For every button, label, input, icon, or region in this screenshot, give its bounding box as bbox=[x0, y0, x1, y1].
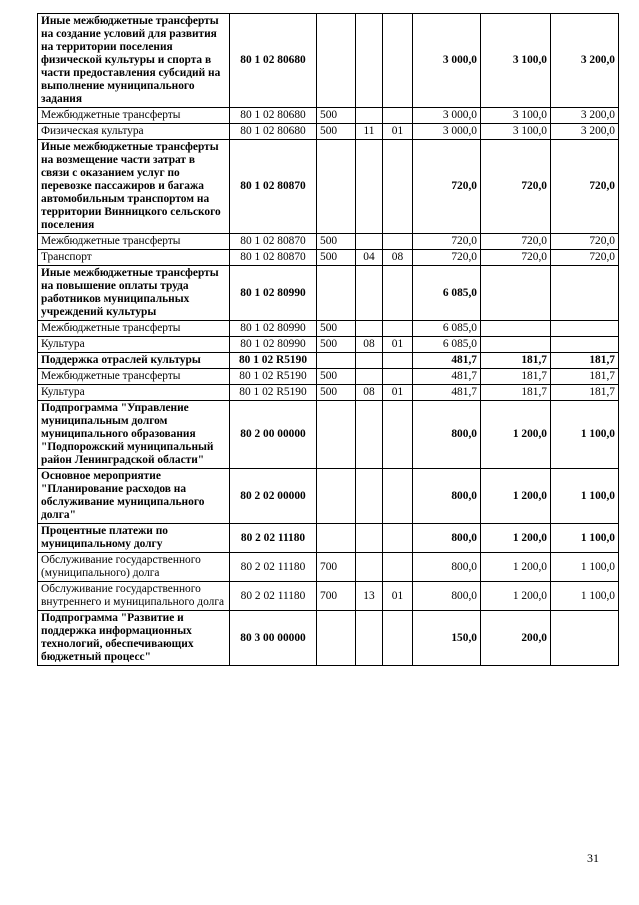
amount-year-3-cell: 1 100,0 bbox=[551, 524, 619, 553]
amount-year-3-cell: 3 200,0 bbox=[551, 108, 619, 124]
amount-year-3-cell: 1 100,0 bbox=[551, 469, 619, 524]
subsection-cell bbox=[383, 611, 413, 666]
amount-year-2-cell: 1 200,0 bbox=[481, 553, 551, 582]
subsection-cell bbox=[383, 234, 413, 250]
row-name-cell: Физическая культура bbox=[38, 124, 230, 140]
subsection-cell bbox=[383, 353, 413, 369]
expense-type-cell bbox=[317, 401, 356, 469]
amount-year-3-cell: 181,7 bbox=[551, 369, 619, 385]
target-article-code-cell: 80 1 02 80990 bbox=[230, 337, 317, 353]
amount-year-1-cell: 6 085,0 bbox=[413, 321, 481, 337]
expense-type-cell: 700 bbox=[317, 553, 356, 582]
amount-year-1-cell: 6 085,0 bbox=[413, 266, 481, 321]
target-article-code-cell: 80 1 02 R5190 bbox=[230, 385, 317, 401]
amount-year-3-cell bbox=[551, 611, 619, 666]
section-cell bbox=[356, 14, 383, 108]
row-name-cell: Иные межбюджетные трансферты на создание условий для развития на территории поселения физической культуры и спорта в части предоставления субсидий на выполнение муниципального задания bbox=[38, 14, 230, 108]
target-article-code-cell: 80 2 02 11180 bbox=[230, 553, 317, 582]
amount-year-1-cell: 481,7 bbox=[413, 353, 481, 369]
target-article-code-cell: 80 1 02 80870 bbox=[230, 250, 317, 266]
section-cell bbox=[356, 553, 383, 582]
target-article-code-cell: 80 1 02 R5190 bbox=[230, 353, 317, 369]
target-article-code-cell: 80 3 00 00000 bbox=[230, 611, 317, 666]
amount-year-3-cell: 720,0 bbox=[551, 140, 619, 234]
table-row bbox=[38, 524, 619, 553]
amount-year-2-cell: 1 200,0 bbox=[481, 582, 551, 611]
subsection-cell bbox=[383, 369, 413, 385]
subsection-cell: 08 bbox=[383, 250, 413, 266]
section-cell: 08 bbox=[356, 337, 383, 353]
amount-year-2-cell: 720,0 bbox=[481, 250, 551, 266]
amount-year-3-cell bbox=[551, 337, 619, 353]
table-row bbox=[38, 266, 619, 321]
amount-year-3-cell: 181,7 bbox=[551, 353, 619, 369]
table-row bbox=[38, 385, 619, 401]
amount-year-1-cell: 800,0 bbox=[413, 582, 481, 611]
subsection-cell bbox=[383, 553, 413, 582]
amount-year-2-cell: 3 100,0 bbox=[481, 124, 551, 140]
section-cell bbox=[356, 401, 383, 469]
target-article-code-cell: 80 1 02 80680 bbox=[230, 108, 317, 124]
amount-year-1-cell: 481,7 bbox=[413, 369, 481, 385]
section-cell: 08 bbox=[356, 385, 383, 401]
expense-type-cell bbox=[317, 266, 356, 321]
expense-type-cell: 500 bbox=[317, 385, 356, 401]
row-name-cell: Процентные платежи по муниципальному долгу bbox=[38, 524, 230, 553]
amount-year-1-cell: 6 085,0 bbox=[413, 337, 481, 353]
subsection-cell: 01 bbox=[383, 124, 413, 140]
subsection-cell bbox=[383, 401, 413, 469]
target-article-code-cell: 80 1 02 80680 bbox=[230, 124, 317, 140]
amount-year-2-cell: 720,0 bbox=[481, 234, 551, 250]
amount-year-3-cell: 720,0 bbox=[551, 234, 619, 250]
row-name-cell: Обслуживание государственного внутреннего и муниципального долга bbox=[38, 582, 230, 611]
section-cell bbox=[356, 469, 383, 524]
amount-year-1-cell: 3 000,0 bbox=[413, 14, 481, 108]
section-cell: 13 bbox=[356, 582, 383, 611]
table-row bbox=[38, 250, 619, 266]
amount-year-2-cell: 1 200,0 bbox=[481, 524, 551, 553]
target-article-code-cell: 80 2 02 00000 bbox=[230, 469, 317, 524]
target-article-code-cell: 80 2 02 11180 bbox=[230, 582, 317, 611]
table-row bbox=[38, 234, 619, 250]
subsection-cell bbox=[383, 108, 413, 124]
subsection-cell bbox=[383, 266, 413, 321]
table-row bbox=[38, 369, 619, 385]
amount-year-2-cell bbox=[481, 337, 551, 353]
amount-year-1-cell: 720,0 bbox=[413, 140, 481, 234]
row-name-cell: Транспорт bbox=[38, 250, 230, 266]
amount-year-2-cell bbox=[481, 321, 551, 337]
subsection-cell bbox=[383, 524, 413, 553]
row-name-cell: Культура bbox=[38, 385, 230, 401]
section-cell bbox=[356, 266, 383, 321]
table-row bbox=[38, 469, 619, 524]
expense-type-cell: 500 bbox=[317, 337, 356, 353]
row-name-cell: Обслуживание государственного (муниципального) долга bbox=[38, 553, 230, 582]
amount-year-1-cell: 720,0 bbox=[413, 234, 481, 250]
expense-type-cell bbox=[317, 140, 356, 234]
expense-type-cell: 500 bbox=[317, 234, 356, 250]
amount-year-1-cell: 720,0 bbox=[413, 250, 481, 266]
target-article-code-cell: 80 1 02 80870 bbox=[230, 234, 317, 250]
subsection-cell: 01 bbox=[383, 582, 413, 611]
section-cell bbox=[356, 108, 383, 124]
subsection-cell bbox=[383, 140, 413, 234]
target-article-code-cell: 80 1 02 80990 bbox=[230, 321, 317, 337]
target-article-code-cell: 80 1 02 80870 bbox=[230, 140, 317, 234]
row-name-cell: Межбюджетные трансферты bbox=[38, 369, 230, 385]
amount-year-2-cell: 181,7 bbox=[481, 353, 551, 369]
amount-year-3-cell: 181,7 bbox=[551, 385, 619, 401]
amount-year-2-cell: 3 100,0 bbox=[481, 14, 551, 108]
subsection-cell: 01 bbox=[383, 385, 413, 401]
page-number: 31 bbox=[587, 851, 599, 865]
table-row bbox=[38, 124, 619, 140]
row-name-cell: Межбюджетные трансферты bbox=[38, 108, 230, 124]
expense-type-cell: 700 bbox=[317, 582, 356, 611]
section-cell bbox=[356, 524, 383, 553]
target-article-code-cell: 80 1 02 R5190 bbox=[230, 369, 317, 385]
table-row bbox=[38, 553, 619, 582]
row-name-cell: Иные межбюджетные трансферты на возмещение части затрат в связи с оказанием услуг по перевозке пассажиров и багажа автомобильным транспортом на территории Винницкого сельского поселения bbox=[38, 140, 230, 234]
section-cell bbox=[356, 234, 383, 250]
row-name-cell: Подпрограмма "Развитие и поддержка информационных технологий, обеспечивающих бюджетный процесс" bbox=[38, 611, 230, 666]
table-row bbox=[38, 353, 619, 369]
amount-year-3-cell: 720,0 bbox=[551, 250, 619, 266]
subsection-cell bbox=[383, 469, 413, 524]
subsection-cell bbox=[383, 321, 413, 337]
row-name-cell: Подпрограмма "Управление муниципальным долгом муниципального образования "Подпорожский муниципальный район Ленинградской области" bbox=[38, 401, 230, 469]
section-cell bbox=[356, 353, 383, 369]
amount-year-3-cell: 1 100,0 bbox=[551, 582, 619, 611]
table-row bbox=[38, 611, 619, 666]
section-cell bbox=[356, 611, 383, 666]
table-row bbox=[38, 321, 619, 337]
amount-year-2-cell: 3 100,0 bbox=[481, 108, 551, 124]
amount-year-2-cell: 181,7 bbox=[481, 369, 551, 385]
expense-type-cell bbox=[317, 524, 356, 553]
target-article-code-cell: 80 1 02 80990 bbox=[230, 266, 317, 321]
row-name-cell: Культура bbox=[38, 337, 230, 353]
table-row bbox=[38, 108, 619, 124]
section-cell bbox=[356, 140, 383, 234]
amount-year-2-cell: 720,0 bbox=[481, 140, 551, 234]
expense-type-cell bbox=[317, 14, 356, 108]
section-cell bbox=[356, 321, 383, 337]
expense-type-cell: 500 bbox=[317, 108, 356, 124]
target-article-code-cell: 80 1 02 80680 bbox=[230, 14, 317, 108]
budget-table bbox=[37, 13, 619, 666]
row-name-cell: Иные межбюджетные трансферты на повышение оплаты труда работников муниципальных учреждений культуры bbox=[38, 266, 230, 321]
amount-year-2-cell: 1 200,0 bbox=[481, 401, 551, 469]
amount-year-2-cell bbox=[481, 266, 551, 321]
target-article-code-cell: 80 2 00 00000 bbox=[230, 401, 317, 469]
amount-year-3-cell: 3 200,0 bbox=[551, 124, 619, 140]
row-name-cell: Основное мероприятие "Планирование расходов на обслуживание муниципального долга" bbox=[38, 469, 230, 524]
amount-year-3-cell bbox=[551, 266, 619, 321]
table-body bbox=[38, 14, 619, 666]
amount-year-3-cell: 1 100,0 bbox=[551, 553, 619, 582]
amount-year-1-cell: 800,0 bbox=[413, 469, 481, 524]
section-cell: 11 bbox=[356, 124, 383, 140]
amount-year-3-cell bbox=[551, 321, 619, 337]
expense-type-cell bbox=[317, 353, 356, 369]
expense-type-cell: 500 bbox=[317, 321, 356, 337]
subsection-cell: 01 bbox=[383, 337, 413, 353]
subsection-cell bbox=[383, 14, 413, 108]
amount-year-1-cell: 800,0 bbox=[413, 553, 481, 582]
row-name-cell: Межбюджетные трансферты bbox=[38, 321, 230, 337]
section-cell: 04 bbox=[356, 250, 383, 266]
table-row bbox=[38, 582, 619, 611]
target-article-code-cell: 80 2 02 11180 bbox=[230, 524, 317, 553]
amount-year-1-cell: 800,0 bbox=[413, 401, 481, 469]
amount-year-1-cell: 3 000,0 bbox=[413, 124, 481, 140]
table-row bbox=[38, 140, 619, 234]
table-row bbox=[38, 337, 619, 353]
expense-type-cell: 500 bbox=[317, 250, 356, 266]
amount-year-1-cell: 481,7 bbox=[413, 385, 481, 401]
table-row bbox=[38, 401, 619, 469]
amount-year-3-cell: 1 100,0 bbox=[551, 401, 619, 469]
amount-year-2-cell: 181,7 bbox=[481, 385, 551, 401]
row-name-cell: Поддержка отраслей культуры bbox=[38, 353, 230, 369]
amount-year-2-cell: 200,0 bbox=[481, 611, 551, 666]
amount-year-2-cell: 1 200,0 bbox=[481, 469, 551, 524]
expense-type-cell: 500 bbox=[317, 124, 356, 140]
row-name-cell: Межбюджетные трансферты bbox=[38, 234, 230, 250]
table-row bbox=[38, 14, 619, 108]
amount-year-3-cell: 3 200,0 bbox=[551, 14, 619, 108]
expense-type-cell bbox=[317, 469, 356, 524]
amount-year-1-cell: 150,0 bbox=[413, 611, 481, 666]
expense-type-cell: 500 bbox=[317, 369, 356, 385]
amount-year-1-cell: 3 000,0 bbox=[413, 108, 481, 124]
expense-type-cell bbox=[317, 611, 356, 666]
section-cell bbox=[356, 369, 383, 385]
amount-year-1-cell: 800,0 bbox=[413, 524, 481, 553]
